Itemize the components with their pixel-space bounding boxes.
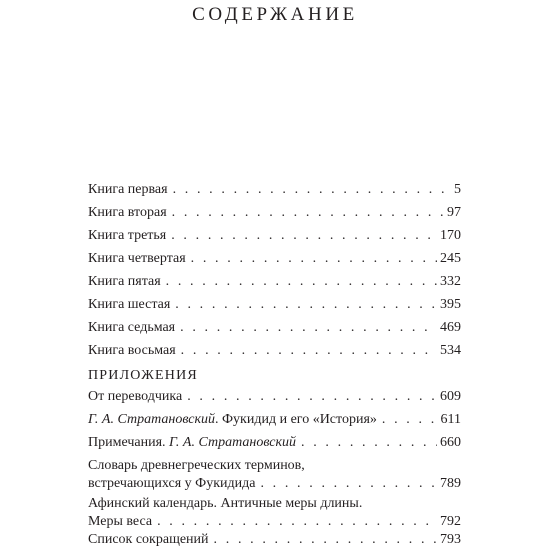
toc-entry-label: Книга седьмая: [88, 320, 176, 335]
toc-entry-label: Книга четвертая: [88, 251, 186, 266]
toc-entry-label: Книга пятая: [88, 274, 161, 289]
toc-page-number: 793: [440, 532, 461, 547]
toc-entry-label: Книга восьмая: [88, 343, 176, 358]
notes-label: Примечания.: [88, 435, 170, 450]
dot-leader: [187, 387, 437, 407]
dot-leader: [301, 433, 437, 453]
dot-leader: [171, 226, 437, 246]
appendix-heading: ПРИЛОЖЕНИЯ: [88, 368, 198, 383]
toc-entry-label: [88, 410, 377, 430]
toc-entry-calendar[interactable]: [88, 512, 461, 532]
toc-entry-book-3[interactable]: [88, 226, 461, 246]
toc-entry-glossary[interactable]: [88, 474, 461, 494]
toc-entry-book-4[interactable]: [88, 249, 461, 269]
calendar-line-1[interactable]: Афинский календарь. Античные меры длины.: [88, 496, 363, 511]
toc-entry-label: Книга первая: [88, 182, 168, 197]
toc-entry-label: Меры веса: [88, 514, 153, 529]
toc-entry-book-2[interactable]: [88, 203, 461, 223]
dot-leader: [260, 474, 437, 494]
toc-page-number: 609: [440, 389, 461, 404]
toc-entry-abbreviations[interactable]: [88, 530, 461, 550]
toc-page-number: 5: [454, 182, 461, 197]
toc-entry-book-7[interactable]: [88, 318, 461, 338]
toc-entry-label: Книга вторая: [88, 205, 167, 220]
toc-page-number: 332: [440, 274, 461, 289]
toc-entry-book-5[interactable]: [88, 272, 461, 292]
page-title: СОДЕРЖАНИЕ: [192, 4, 358, 25]
toc-page-number: 469: [440, 320, 461, 335]
toc-entry-label: От переводчика: [88, 389, 183, 404]
toc-entry-book-1[interactable]: [88, 180, 461, 200]
toc-page-number: 611: [440, 412, 461, 427]
toc-page-number: 97: [447, 205, 461, 220]
toc-entry-label: встречающихся у Фукидида: [88, 476, 256, 491]
toc-page-number: 789: [440, 476, 461, 491]
toc-page-number: 792: [440, 514, 461, 529]
dot-leader: [382, 410, 438, 430]
toc-entry-label: Книга шестая: [88, 297, 171, 312]
toc-page-number: 660: [440, 435, 461, 450]
dot-leader: [175, 295, 437, 315]
toc-entry-translator[interactable]: [88, 387, 461, 407]
toc-entry-label: [88, 433, 296, 453]
toc-entry-label: Книга третья: [88, 228, 167, 243]
toc-entry-book-6[interactable]: [88, 295, 461, 315]
toc-entry-essay[interactable]: [88, 410, 461, 430]
dot-leader: [181, 341, 437, 361]
dot-leader: [166, 272, 437, 292]
toc-entry-book-8[interactable]: [88, 341, 461, 361]
dot-leader: [191, 249, 437, 269]
dot-leader: [173, 180, 451, 200]
dot-leader: [172, 203, 444, 223]
essay-title: . Фукидид и его «История»: [215, 412, 377, 427]
toc-page-number: 534: [440, 343, 461, 358]
essay-author: Г. А. Стратановский: [88, 412, 215, 427]
dot-leader: [157, 512, 437, 532]
dot-leader: [180, 318, 437, 338]
toc-entry-label: Список сокращений: [88, 532, 209, 547]
toc-page-number: 395: [440, 297, 461, 312]
notes-author: Г. А. Стратановский: [169, 435, 297, 450]
glossary-line-1[interactable]: Словарь древнегреческих терминов,: [88, 458, 305, 473]
toc-page-number: 245: [440, 251, 461, 266]
toc-page-number: 170: [440, 228, 461, 243]
toc-entry-notes[interactable]: [88, 433, 461, 453]
dot-leader: [214, 530, 437, 550]
